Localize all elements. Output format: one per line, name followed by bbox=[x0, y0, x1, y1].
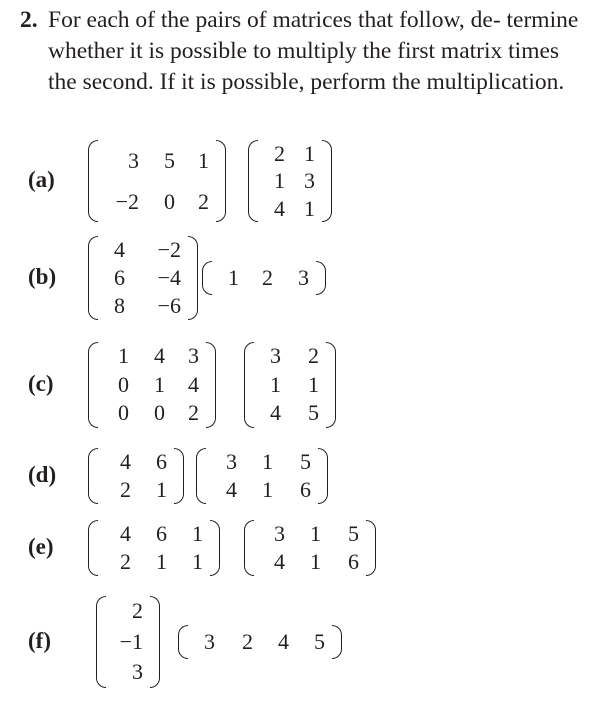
matrix-entry: 6 bbox=[156, 521, 167, 546]
matrix-first bbox=[88, 342, 216, 428]
matrix-entry: 1 bbox=[154, 371, 165, 397]
matrix-second bbox=[244, 342, 336, 428]
matrix-entry: −2 bbox=[115, 189, 139, 214]
right-bracket bbox=[174, 448, 184, 504]
matrix-entry: 3 bbox=[204, 629, 215, 654]
left-bracket bbox=[88, 520, 98, 576]
matrix-entry: 1 bbox=[228, 265, 239, 290]
matrix-entry: 2 bbox=[198, 189, 209, 214]
right-bracket bbox=[366, 520, 376, 576]
matrix-entry: 2 bbox=[132, 598, 143, 623]
matrix-entry: 1 bbox=[274, 168, 285, 194]
left-bracket bbox=[244, 342, 254, 428]
left-bracket bbox=[178, 625, 188, 659]
matrix-entry: 3 bbox=[304, 168, 315, 194]
matrix-entry: 3 bbox=[270, 343, 281, 368]
matrix-entry: 6 bbox=[156, 449, 167, 474]
matrix-entries bbox=[258, 140, 322, 222]
matrix-entry: 5 bbox=[300, 449, 311, 474]
matrix-entries bbox=[206, 448, 318, 504]
right-bracket bbox=[216, 140, 226, 222]
matrix-entry: 4 bbox=[274, 195, 285, 221]
matrix-entries bbox=[212, 261, 316, 295]
matrix-entry: 0 bbox=[118, 371, 129, 397]
matrix-entry: 4 bbox=[188, 371, 199, 397]
problem-text: For each of the pairs of matrices that follow, de- termine whether it is possible to multiply the first matrix times the second. If it is possible, perform the multiplication. bbox=[48, 7, 579, 95]
matrix-entry: 1 bbox=[192, 549, 203, 574]
matrix-entry: 5 bbox=[348, 521, 359, 546]
left-bracket bbox=[88, 236, 98, 320]
matrix-entry: −6 bbox=[157, 293, 181, 318]
part-label: (b) bbox=[28, 264, 57, 289]
part-label: (a) bbox=[28, 167, 55, 192]
part-label: (c) bbox=[28, 371, 54, 396]
matrix-entry: 3 bbox=[274, 521, 285, 546]
matrix-entry: 3 bbox=[128, 148, 139, 173]
matrix-entries bbox=[98, 236, 188, 320]
matrix-entries bbox=[98, 140, 216, 222]
matrix-entries bbox=[254, 520, 366, 576]
matrix-entry: 8 bbox=[114, 293, 125, 318]
matrix-second bbox=[202, 261, 326, 295]
problem-number: 2. bbox=[20, 7, 38, 33]
matrix-entry: 5 bbox=[164, 148, 175, 173]
left-bracket bbox=[248, 140, 258, 222]
matrix-entry: 5 bbox=[308, 400, 319, 426]
matrix-entry: 2 bbox=[262, 265, 273, 290]
matrix-first bbox=[88, 236, 198, 320]
matrix-entry: 6 bbox=[348, 549, 359, 574]
right-bracket bbox=[206, 342, 216, 428]
matrix-entry: 4 bbox=[278, 629, 289, 654]
left-bracket bbox=[88, 448, 98, 504]
matrix-first bbox=[88, 520, 220, 576]
matrix-entries bbox=[98, 448, 174, 504]
matrix-entry: 2 bbox=[308, 343, 319, 368]
right-bracket bbox=[188, 236, 198, 320]
matrix-entries bbox=[254, 342, 326, 428]
right-bracket bbox=[210, 520, 220, 576]
matrix-entry: 1 bbox=[192, 521, 203, 546]
left-bracket bbox=[202, 261, 212, 295]
part-label: (f) bbox=[28, 628, 51, 653]
left-bracket bbox=[196, 448, 206, 504]
right-bracket bbox=[322, 140, 332, 222]
left-bracket bbox=[88, 140, 98, 222]
matrix-entry: 0 bbox=[164, 189, 175, 214]
matrix-entry: 2 bbox=[274, 141, 285, 166]
right-bracket bbox=[326, 342, 336, 428]
matrix-entry: 4 bbox=[270, 400, 281, 426]
problem-heading bbox=[10, 5, 590, 98]
matrix-first bbox=[96, 596, 160, 688]
matrix-entry: 1 bbox=[118, 343, 129, 368]
matrix-entry: 1 bbox=[310, 549, 321, 574]
matrix-entry: 1 bbox=[304, 195, 315, 221]
matrix-entry: 0 bbox=[154, 400, 165, 426]
matrix-entry: 4 bbox=[154, 343, 165, 368]
matrix-first bbox=[88, 140, 226, 222]
right-bracket bbox=[318, 448, 328, 504]
matrix-entry: −2 bbox=[157, 237, 181, 262]
left-bracket bbox=[244, 520, 254, 576]
matrix-entry: 2 bbox=[120, 477, 131, 502]
matrix-entry: 4 bbox=[120, 521, 131, 546]
matrix-entry: 0 bbox=[118, 400, 129, 426]
matrix-first bbox=[88, 448, 184, 504]
matrix-entry: 4 bbox=[120, 449, 131, 474]
left-bracket bbox=[96, 596, 106, 688]
matrix-entry: 5 bbox=[314, 629, 325, 654]
matrix-entry: 3 bbox=[188, 343, 199, 368]
matrix-entry: 1 bbox=[262, 449, 273, 474]
matrix-entries bbox=[188, 625, 332, 659]
matrix-second bbox=[248, 140, 332, 222]
right-bracket bbox=[332, 625, 342, 659]
matrix-entry: 1 bbox=[198, 148, 209, 173]
matrix-entries bbox=[98, 520, 210, 576]
matrix-entry: 4 bbox=[226, 477, 237, 502]
part-label: (d) bbox=[28, 462, 57, 487]
matrix-entry: −4 bbox=[157, 265, 181, 290]
matrix-second bbox=[196, 448, 328, 504]
matrix-entries bbox=[98, 342, 206, 428]
matrix-second bbox=[244, 520, 376, 576]
problem-statement bbox=[10, 5, 590, 98]
matrix-entry: 3 bbox=[226, 449, 237, 474]
matrix-entry: 1 bbox=[270, 371, 281, 397]
matrix-entry: 1 bbox=[308, 371, 319, 397]
matrix-entry: 6 bbox=[114, 265, 125, 290]
matrix-entry: 1 bbox=[304, 141, 315, 166]
matrix-entry: 1 bbox=[156, 477, 167, 502]
matrix-entry: 1 bbox=[310, 521, 321, 546]
right-bracket bbox=[150, 596, 160, 688]
matrix-entry: 4 bbox=[114, 237, 125, 262]
matrix-entry: 3 bbox=[298, 265, 309, 290]
matrix-entry: 2 bbox=[120, 549, 131, 574]
matrix-entry: 2 bbox=[188, 400, 199, 426]
matrix-entry: 1 bbox=[156, 549, 167, 574]
matrix-entry: 4 bbox=[274, 549, 285, 574]
matrix-entry: −1 bbox=[119, 628, 143, 654]
matrix-entry: 2 bbox=[242, 629, 253, 654]
right-bracket bbox=[316, 261, 326, 295]
matrix-entry: 3 bbox=[132, 659, 143, 685]
matrix-second bbox=[178, 625, 342, 659]
part-label: (e) bbox=[28, 534, 54, 559]
matrix-entry: 6 bbox=[300, 477, 311, 502]
matrix-entries bbox=[106, 596, 150, 688]
matrix-entry: 1 bbox=[262, 477, 273, 502]
left-bracket bbox=[88, 342, 98, 428]
